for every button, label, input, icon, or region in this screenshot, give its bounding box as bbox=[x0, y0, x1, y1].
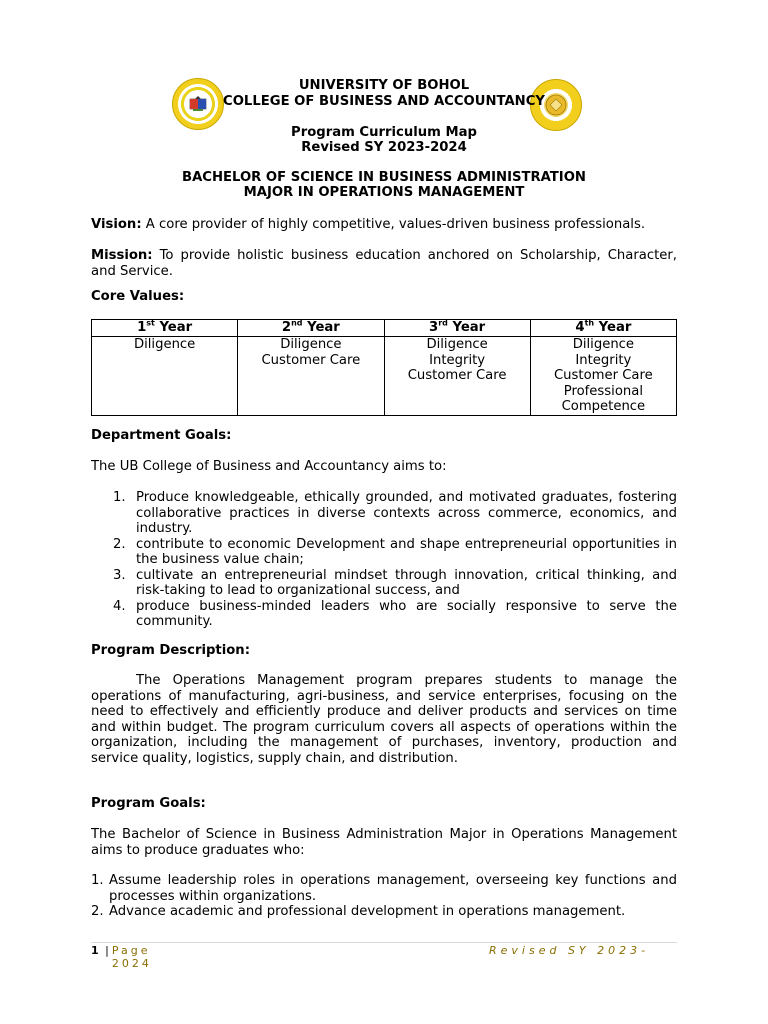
year-header: 1st Year bbox=[92, 320, 238, 337]
core-values-cell: Diligence Customer Care bbox=[238, 337, 384, 416]
degree-title: BACHELOR OF SCIENCE IN BUSINESS ADMINISTRATION bbox=[182, 170, 586, 185]
program-goals-list bbox=[91, 873, 677, 920]
program-goals-heading: Program Goals: bbox=[91, 796, 206, 811]
core-values-table bbox=[91, 319, 677, 416]
vision-label: Vision: bbox=[91, 217, 142, 232]
core-values-heading: Core Values: bbox=[91, 289, 185, 304]
department-goals-intro: The UB College of Business and Accountancy aims to: bbox=[91, 459, 447, 474]
core-values-cell: Diligence Integrity Customer Care bbox=[384, 337, 530, 416]
department-goals-list bbox=[91, 490, 677, 630]
year-header: 2nd Year bbox=[238, 320, 384, 337]
program-description-text: The Operations Management program prepares students to manage the operations of manufacturing, agri-business, and service enterprises, focusing on the need to effectively and efficiently produce and deliver products and services on time and within budget. The program curriculum covers all aspects of operations within the organization, including the management of purchases, inventory, production and service quality, logistics, supply chain, and distribution. bbox=[91, 673, 677, 766]
college-name: COLLEGE OF BUSINESS AND ACCOUNTANCY bbox=[223, 94, 545, 109]
document-page bbox=[91, 0, 677, 1024]
year-header: 4th Year bbox=[530, 320, 676, 337]
mission-label: Mission: bbox=[91, 248, 153, 263]
vision-statement bbox=[91, 217, 677, 233]
university-name: UNIVERSITY OF BOHOL bbox=[298, 78, 470, 93]
department-goals-heading: Department Goals: bbox=[91, 428, 232, 443]
list-item: 1. Assume leadership roles in operations management, overseeing key functions and processes within organizations. bbox=[91, 873, 677, 904]
mission-text: To provide holistic business education anchored on Scholarship, Character, and Service. bbox=[91, 248, 677, 279]
core-values-cell: Diligence bbox=[92, 337, 238, 416]
list-item: 1. Produce knowledgeable, ethically grounded, and motivated graduates, fostering collaborative practices in diverse contexts across commerce, economics, and industry. bbox=[113, 490, 677, 536]
program-goals-intro: The Bachelor of Science in Business Administration Major in Operations Management aims to produce graduates who: bbox=[91, 827, 677, 858]
major-title: MAJOR IN OPERATIONS MANAGEMENT bbox=[243, 185, 525, 200]
footer-divider bbox=[91, 942, 677, 943]
vision-text: A core provider of highly competitive, values-driven business professionals. bbox=[141, 217, 646, 232]
list-item: 4. produce business-minded leaders who are socially responsive to serve the community. bbox=[113, 598, 677, 629]
list-item: 2. contribute to economic Development and shape entrepreneurial opportunities in the business value chain; bbox=[113, 536, 677, 567]
year-header: 3rd Year bbox=[384, 320, 530, 337]
footer-revised: Revised SY 2023- bbox=[489, 944, 650, 957]
curriculum-map-title: Program Curriculum Map bbox=[291, 125, 477, 140]
revised-label: Revised SY 2023-2024 bbox=[301, 140, 467, 155]
program-description-heading: Program Description: bbox=[91, 643, 250, 658]
list-item: 3. cultivate an entrepreneurial mindset through innovation, critical thinking, and risk-taking to lead to organizational success, and bbox=[113, 567, 677, 598]
core-values-cell: Diligence Integrity Customer Care Professional Competence bbox=[530, 337, 676, 416]
list-item: 2. Advance academic and professional development in operations management. bbox=[91, 904, 626, 919]
footer-page-number: 1 |Page 2024 bbox=[91, 944, 152, 970]
mission-statement bbox=[91, 248, 677, 279]
